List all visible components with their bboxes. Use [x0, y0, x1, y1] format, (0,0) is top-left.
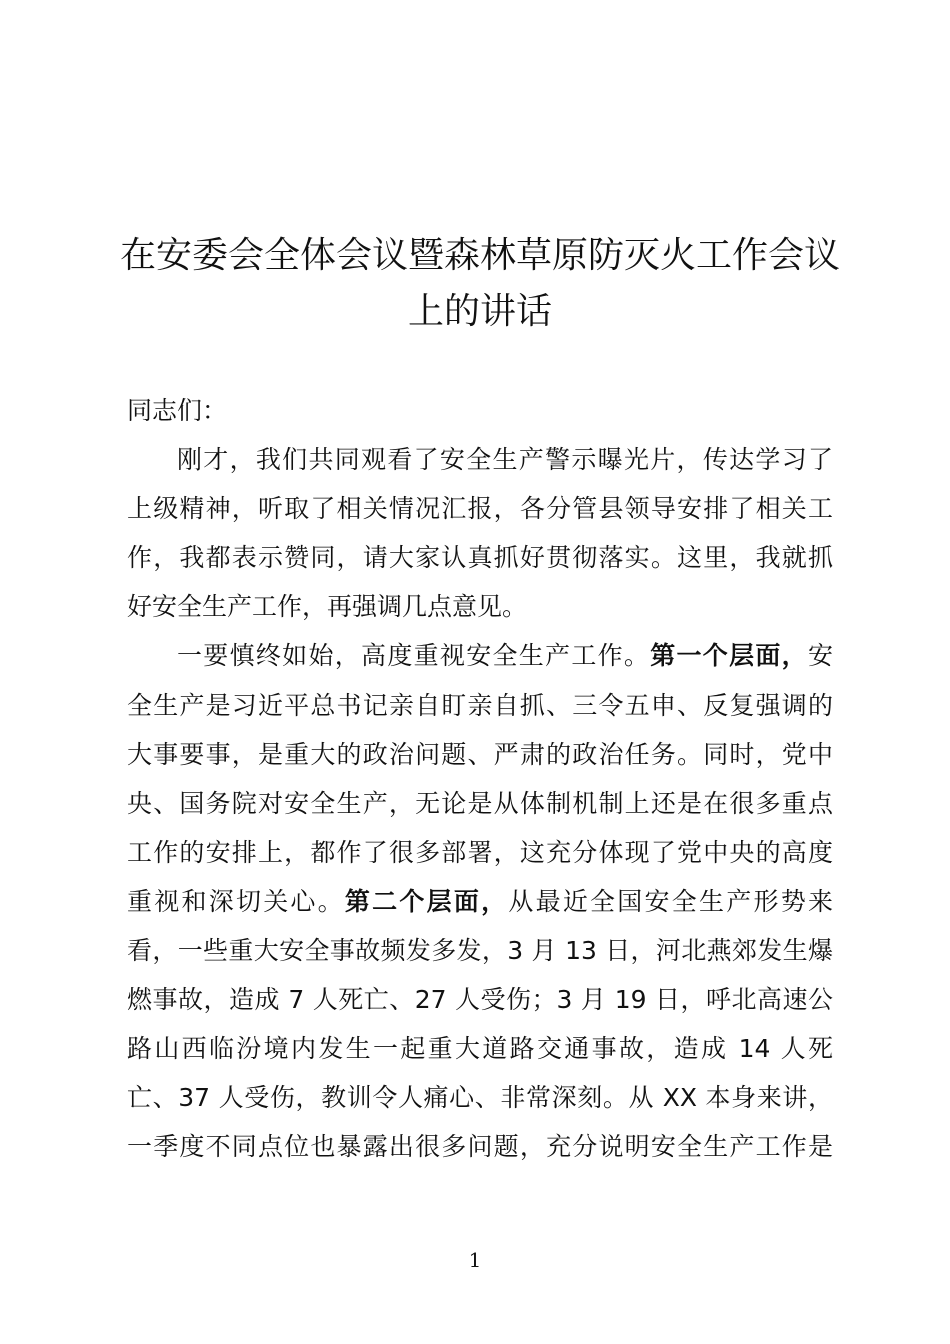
paragraph-line: 工作的安排上，都作了很多部署，这充分体现了党中央的高度 — [127, 837, 833, 867]
paragraph-line: 全生产是习近平总书记亲自盯亲自抓、三令五申、反复强调的 — [127, 690, 833, 720]
page-number: 1 — [468, 1248, 482, 1272]
bold-heading: 第一个层面， — [650, 641, 808, 671]
paragraph-line: 作，我都表示赞同，请大家认真抓好贯彻落实。这里，我就抓 — [127, 543, 833, 573]
title-line-1: 在安委会全体会议暨森林草原防灭火工作会议 — [119, 235, 840, 276]
paragraph-text: 从最近全国安全生产形势来 — [508, 886, 833, 916]
paragraph-text: 一要慎终如始，高度重视安全生产工作。 — [177, 641, 651, 671]
paragraph-line — [127, 631, 833, 680]
document-body — [127, 386, 833, 1172]
salutation: 同志们： — [127, 396, 228, 425]
bold-heading: 第二个层面， — [344, 886, 509, 916]
paragraph-line — [127, 877, 833, 926]
title-line-2: 上的讲话 — [407, 291, 552, 332]
paragraph-line: 大事要事，是重大的政治问题、严肃的政治任务。同时，党中 — [127, 739, 833, 769]
paragraph-text: 安 — [807, 641, 833, 671]
paragraph-line: 上级精神，听取了相关情况汇报，各分管县领导安排了相关工 — [127, 494, 833, 524]
paragraph-line: 路山西临汾境内发生一起重大道路交通事故，造成 14 人死 — [127, 1034, 833, 1064]
paragraph-line: 一季度不同点位也暴露出很多问题，充分说明安全生产工作是 — [127, 1132, 833, 1162]
paragraph-line: 燃事故，造成 7 人死亡、27 人受伤；3 月 19 日，呼北高速公 — [127, 985, 833, 1015]
page-title — [90, 228, 870, 340]
paragraph-line: 刚才，我们共同观看了安全生产警示曝光片，传达学习了 — [177, 445, 833, 475]
paragraph-line: 看，一些重大安全事故频发多发，3 月 13 日，河北燕郊发生爆 — [127, 936, 833, 966]
paragraph-text: 重视和深切关心。 — [127, 886, 345, 916]
paragraph-line: 亡、37 人受伤，教训令人痛心、非常深刻。从 XX 本身来讲， — [127, 1083, 833, 1113]
paragraph-line: 好安全生产工作，再强调几点意见。 — [127, 592, 528, 622]
paragraph-line: 央、国务院对安全生产，无论是从体制机制上还是在很多重点 — [127, 788, 833, 818]
